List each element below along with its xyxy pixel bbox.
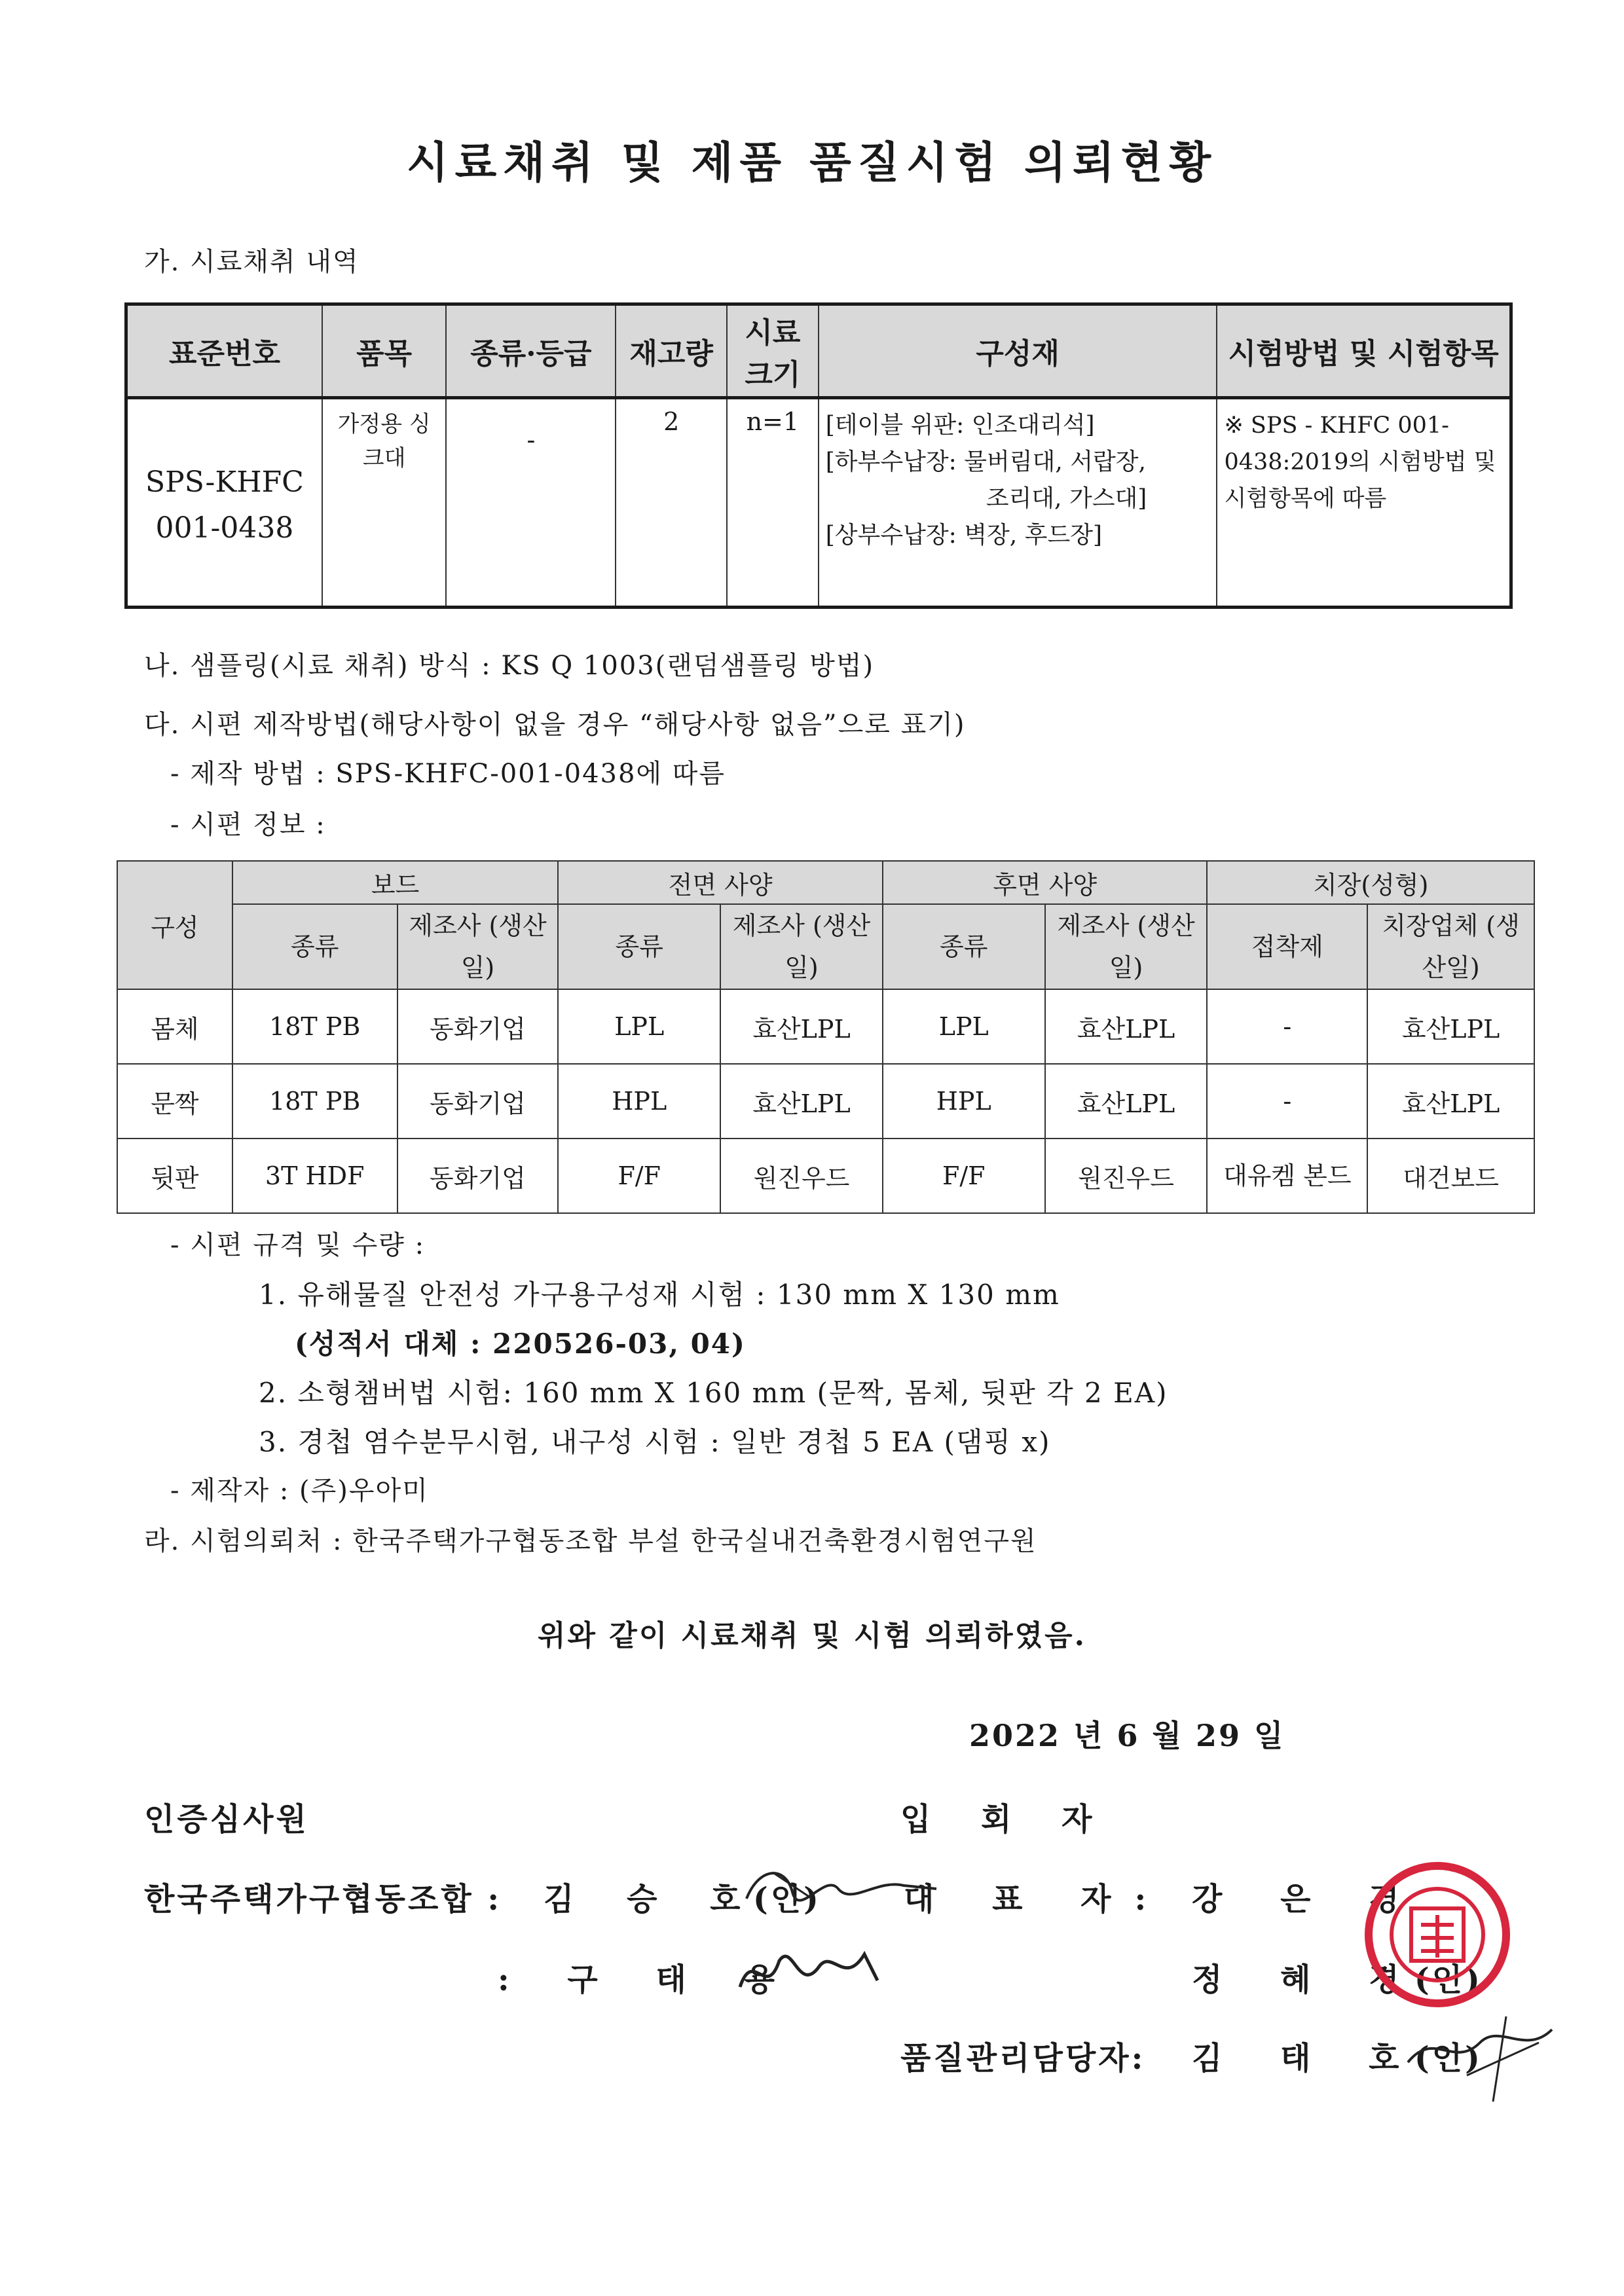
grade-value: - bbox=[446, 398, 616, 608]
header-item: 품목 bbox=[322, 304, 446, 398]
spec-item: 2. 소형챔버법 시험: 160 mm X 160 mm (문짝, 몸체, 뒷판 각 2 EA) bbox=[259, 1377, 1168, 1409]
header-method: 시험방법 및 시험항목 bbox=[1217, 304, 1511, 398]
sample-size-value: n=1 bbox=[727, 398, 819, 608]
method-value: ※ SPS - KHFC 001-0438:2019의 시험방법 및 시험항목에 따름 bbox=[1217, 398, 1511, 608]
table-row bbox=[117, 989, 1534, 1064]
auditor-label: 인증심사원 bbox=[144, 1801, 309, 1838]
header-components: 구성재 bbox=[819, 304, 1217, 398]
stock-value: 2 bbox=[616, 398, 726, 608]
spec-item: 1. 유해물질 안전성 가구용구성재 시험 : 130 mm X 130 mm bbox=[259, 1279, 1060, 1311]
header-standard-no: 표준번호 bbox=[126, 304, 322, 398]
statement: 위와 같이 시료채취 및 시험 의뢰하였음. bbox=[538, 1619, 1086, 1652]
spec-subheader: 종류 bbox=[558, 904, 720, 989]
table-cell: 효산LPL bbox=[720, 1064, 883, 1139]
spec-group-back: 후면 사양 bbox=[883, 861, 1208, 904]
signature-scribble-2-icon bbox=[733, 1935, 884, 2007]
spec-item: 3. 경첩 염수분무시험, 내구성 시험 : 일반 경첩 5 EA (댐핑 x) bbox=[259, 1426, 1051, 1458]
table-cell: F/F bbox=[883, 1139, 1045, 1213]
spec-size-label: - 시편 규격 및 수량 : bbox=[170, 1230, 426, 1260]
item-name: 가정용 싱크대 bbox=[322, 398, 446, 608]
section-b: 나. 샘플링(시료 채취) 방식 : KS Q 1003(랜덤샘플링 방법) bbox=[144, 651, 875, 681]
table-cell: 원진우드 bbox=[1045, 1139, 1208, 1213]
component-line: [테이블 위판: 인조대리석] bbox=[825, 412, 1095, 439]
table-cell: 동화기업 bbox=[397, 1064, 559, 1139]
section-a-heading: 가. 시료채취 내역 bbox=[144, 247, 360, 277]
specimen-table bbox=[117, 860, 1535, 1214]
header-stock: 재고량 bbox=[616, 304, 726, 398]
table-cell: 효산LPL bbox=[720, 989, 883, 1064]
table-cell: LPL bbox=[558, 989, 720, 1064]
spec-corner-header: 구성 bbox=[117, 861, 232, 989]
table-cell: HPL bbox=[558, 1064, 720, 1139]
table-cell: 동화기업 bbox=[397, 989, 559, 1064]
table-cell: 효산LPL bbox=[1367, 1064, 1534, 1139]
spec-subheader: 제조사 (생산일) bbox=[1045, 904, 1208, 989]
table-cell: 18T PB bbox=[232, 989, 397, 1064]
section-c: 다. 시편 제작방법(해당사항이 없을 경우 “해당사항 없음”으로 표기) bbox=[144, 710, 966, 740]
component-line: [하부수납장: 물버림대, 서랍장, bbox=[825, 448, 1146, 475]
table-cell: 3T HDF bbox=[232, 1139, 397, 1213]
row-part: 뒷판 bbox=[117, 1139, 232, 1213]
maker: - 제작자 : (주)우아미 bbox=[170, 1476, 429, 1506]
table-row bbox=[117, 1139, 1534, 1213]
spec-subheader: 종류 bbox=[883, 904, 1045, 989]
component-line: [상부수납장: 벽장, 후드장] bbox=[825, 522, 1103, 549]
seal-3: (인) bbox=[1414, 2040, 1483, 2077]
witness-label: 입 회 자 bbox=[900, 1801, 1112, 1838]
table-cell: 18T PB bbox=[232, 1064, 397, 1139]
table-cell: HPL bbox=[883, 1064, 1045, 1139]
company-seal-stamp-icon bbox=[1362, 1859, 1513, 2010]
table-cell: 원진우드 bbox=[720, 1139, 883, 1213]
qm-label: 품질관리담당자: bbox=[900, 2040, 1146, 2077]
org-line: 한국주택가구협동조합 : bbox=[144, 1881, 502, 1918]
header-sample-size: 시료 크기 bbox=[727, 304, 819, 398]
section-c-info: - 시편 정보 : bbox=[170, 810, 326, 840]
table-row bbox=[117, 1064, 1534, 1139]
table-cell: 동화기업 bbox=[397, 1139, 559, 1213]
signature-scribble-3-icon bbox=[1395, 2003, 1565, 2108]
spec-subheader: 종류 bbox=[232, 904, 397, 989]
spec-group-board: 보드 bbox=[232, 861, 559, 904]
date: 2022 년 6 월 29 일 bbox=[969, 1718, 1285, 1753]
sample-table bbox=[124, 302, 1513, 609]
table-cell: 효산LPL bbox=[1367, 989, 1534, 1064]
section-c-method: - 제작 방법 : SPS-KHFC-001-0438에 따름 bbox=[170, 759, 726, 789]
representative-2-name: 정 혜 경 bbox=[1192, 1961, 1423, 1998]
section-d: 라. 시험의뢰처 : 한국주택가구협동조합 부설 한국실내건축환경시험연구원 bbox=[144, 1526, 1037, 1556]
page-title: 시료채취 및 제품 품질시험 의뢰현황 bbox=[406, 137, 1218, 188]
spec-group-finish: 치장(성형) bbox=[1207, 861, 1534, 904]
standard-no: SPS-KHFC 001-0438 bbox=[126, 398, 322, 608]
qm-name: 김 태 호 bbox=[1192, 2040, 1423, 2077]
table-cell: - bbox=[1207, 1064, 1367, 1139]
table-cell: 효산LPL bbox=[1045, 1064, 1208, 1139]
header-grade: 종류·등급 bbox=[446, 304, 616, 398]
spec-subheader: 제조사 (생산일) bbox=[397, 904, 559, 989]
table-cell: 대건보드 bbox=[1367, 1139, 1534, 1213]
spec-group-front: 전면 사양 bbox=[558, 861, 883, 904]
spec-subheader: 접착제 bbox=[1207, 904, 1367, 989]
table-cell: F/F bbox=[558, 1139, 720, 1213]
spec-item-report: (성적서 대체 : 220526-03, 04) bbox=[295, 1328, 746, 1360]
spec-subheader: 치장업체 (생산일) bbox=[1367, 904, 1534, 989]
representative-1-name: 강 은 경 bbox=[1192, 1881, 1423, 1918]
auditor-2-name: : 구 태 용 bbox=[498, 1961, 798, 1998]
table-cell: - bbox=[1207, 989, 1367, 1064]
representative-label: 대 표 자: bbox=[904, 1881, 1170, 1918]
table-cell: 대유켐 본드 bbox=[1207, 1139, 1367, 1213]
seal-1: (인) bbox=[753, 1881, 821, 1918]
table-cell: 효산LPL bbox=[1045, 989, 1208, 1064]
signature-scribble-1-icon bbox=[733, 1853, 943, 1925]
auditor-1-name: 김 승 호 bbox=[544, 1881, 762, 1918]
row-part: 문짝 bbox=[117, 1064, 232, 1139]
components-cell bbox=[819, 398, 1217, 608]
seal-2: (인) bbox=[1414, 1961, 1483, 1998]
row-part: 몸체 bbox=[117, 989, 232, 1064]
table-cell: LPL bbox=[883, 989, 1045, 1064]
component-line: 조리대, 가스대] bbox=[986, 485, 1147, 512]
spec-subheader: 제조사 (생산일) bbox=[720, 904, 883, 989]
